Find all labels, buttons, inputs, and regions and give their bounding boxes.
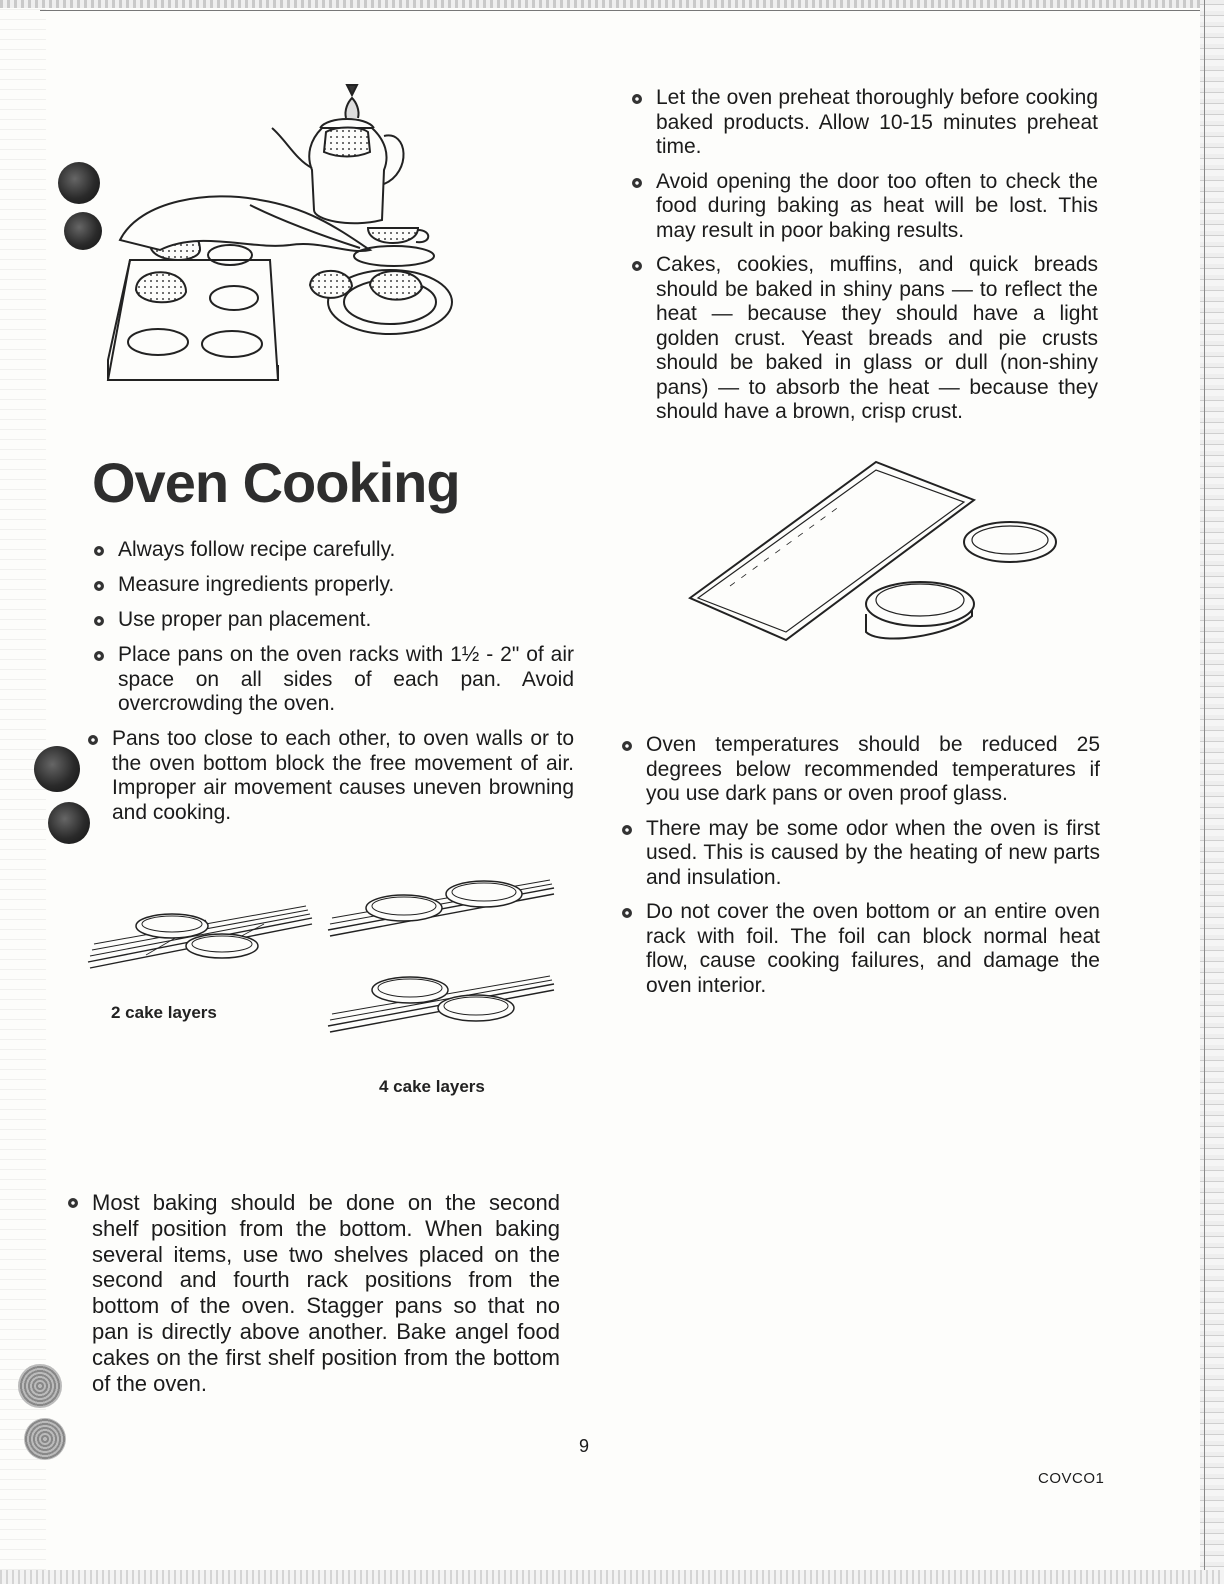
oven-notes-list <box>616 733 1100 1008</box>
pans-illustration <box>690 456 1070 656</box>
list-item: Pans too close to each other, to oven walls or to the oven bottom block the free movement of air. Improper air movement causes uneven browning and cooking. <box>82 727 574 825</box>
list-item: There may be some odor when the oven is first used. This is caused by the heating of new parts and insulation. <box>616 817 1100 891</box>
list-item: Place pans on the oven racks with 1½ - 2" of air space on all sides of each pan. Avoid overcrowding the oven. <box>88 643 574 717</box>
bullet-icon <box>632 261 642 271</box>
scan-edge-left <box>0 0 46 1584</box>
document-code: COVCO1 <box>1038 1470 1105 1487</box>
page-title: Oven Cooking <box>92 451 460 514</box>
bullet-icon <box>632 178 642 188</box>
bullet-icon <box>94 546 104 556</box>
list-item: Do not cover the oven bottom or an entire oven rack with foil. The foil can block normal heat flow, cause cooking failures, and damage the oven interior. <box>616 900 1100 998</box>
two-cake-layers-caption: 2 cake layers <box>111 1003 217 1022</box>
bullet-icon <box>622 825 632 835</box>
list-item: Cakes, cookies, muffins, and quick breads should be baked in shiny pans — to reflect the heat — because they should have a light golden crust. Yeast breads and pie crusts should be baked in glass or dull (non-shiny pans) — to absorb the heat — because they should have a brown, crisp crust. <box>626 253 1098 425</box>
rack-four-layers-bottom-diagram <box>326 972 558 1036</box>
binder-hole <box>18 1364 62 1408</box>
binder-hole <box>64 212 102 250</box>
bullet-icon <box>622 908 632 918</box>
list-item: Avoid opening the door too often to check the food during baking as heat will be lost. This may result in poor baking results. <box>626 170 1098 244</box>
baking-illustration <box>100 80 470 390</box>
bullet-icon <box>622 741 632 751</box>
list-item: Use proper pan placement. <box>88 608 574 633</box>
list-item: Always follow recipe carefully. <box>88 538 574 563</box>
rack-two-layers-diagram <box>86 900 316 975</box>
scan-edge-bottom <box>0 1570 1224 1584</box>
binder-hole <box>34 746 80 792</box>
binder-hole <box>58 162 100 204</box>
preheat-tips-list <box>626 86 1098 435</box>
four-cake-layers-caption: 4 cake layers <box>379 1077 485 1096</box>
shelf-position-list <box>62 1190 560 1396</box>
bullet-icon <box>88 735 98 745</box>
bullet-icon <box>94 651 104 661</box>
list-item: Let the oven preheat thoroughly before cooking baked products. Allow 10-15 minutes preheat time. <box>626 86 1098 160</box>
list-item: Oven temperatures should be reduced 25 degrees below recommended temperatures if you use dark pans or oven proof glass. <box>616 733 1100 807</box>
scan-edge-top <box>0 0 1224 8</box>
oven-cooking-list <box>88 538 574 836</box>
list-item: Measure ingredients properly. <box>88 573 574 598</box>
bullet-icon <box>94 616 104 626</box>
list-item: Most baking should be done on the second shelf position from the bottom. When baking several items, use two shelves placed on the second and fourth rack positions from the bottom of the oven. Stagger pans so that no pan is directly above another. Bake angel food cakes on the first shelf position from the bottom of the oven. <box>62 1190 560 1396</box>
bullet-icon <box>94 581 104 591</box>
rack-four-layers-top-diagram <box>326 876 558 940</box>
page-number: 9 <box>579 1436 590 1456</box>
bullet-icon <box>68 1198 78 1208</box>
scan-edge-right <box>1200 0 1224 1584</box>
bullet-icon <box>632 94 642 104</box>
binder-hole <box>24 1418 66 1460</box>
